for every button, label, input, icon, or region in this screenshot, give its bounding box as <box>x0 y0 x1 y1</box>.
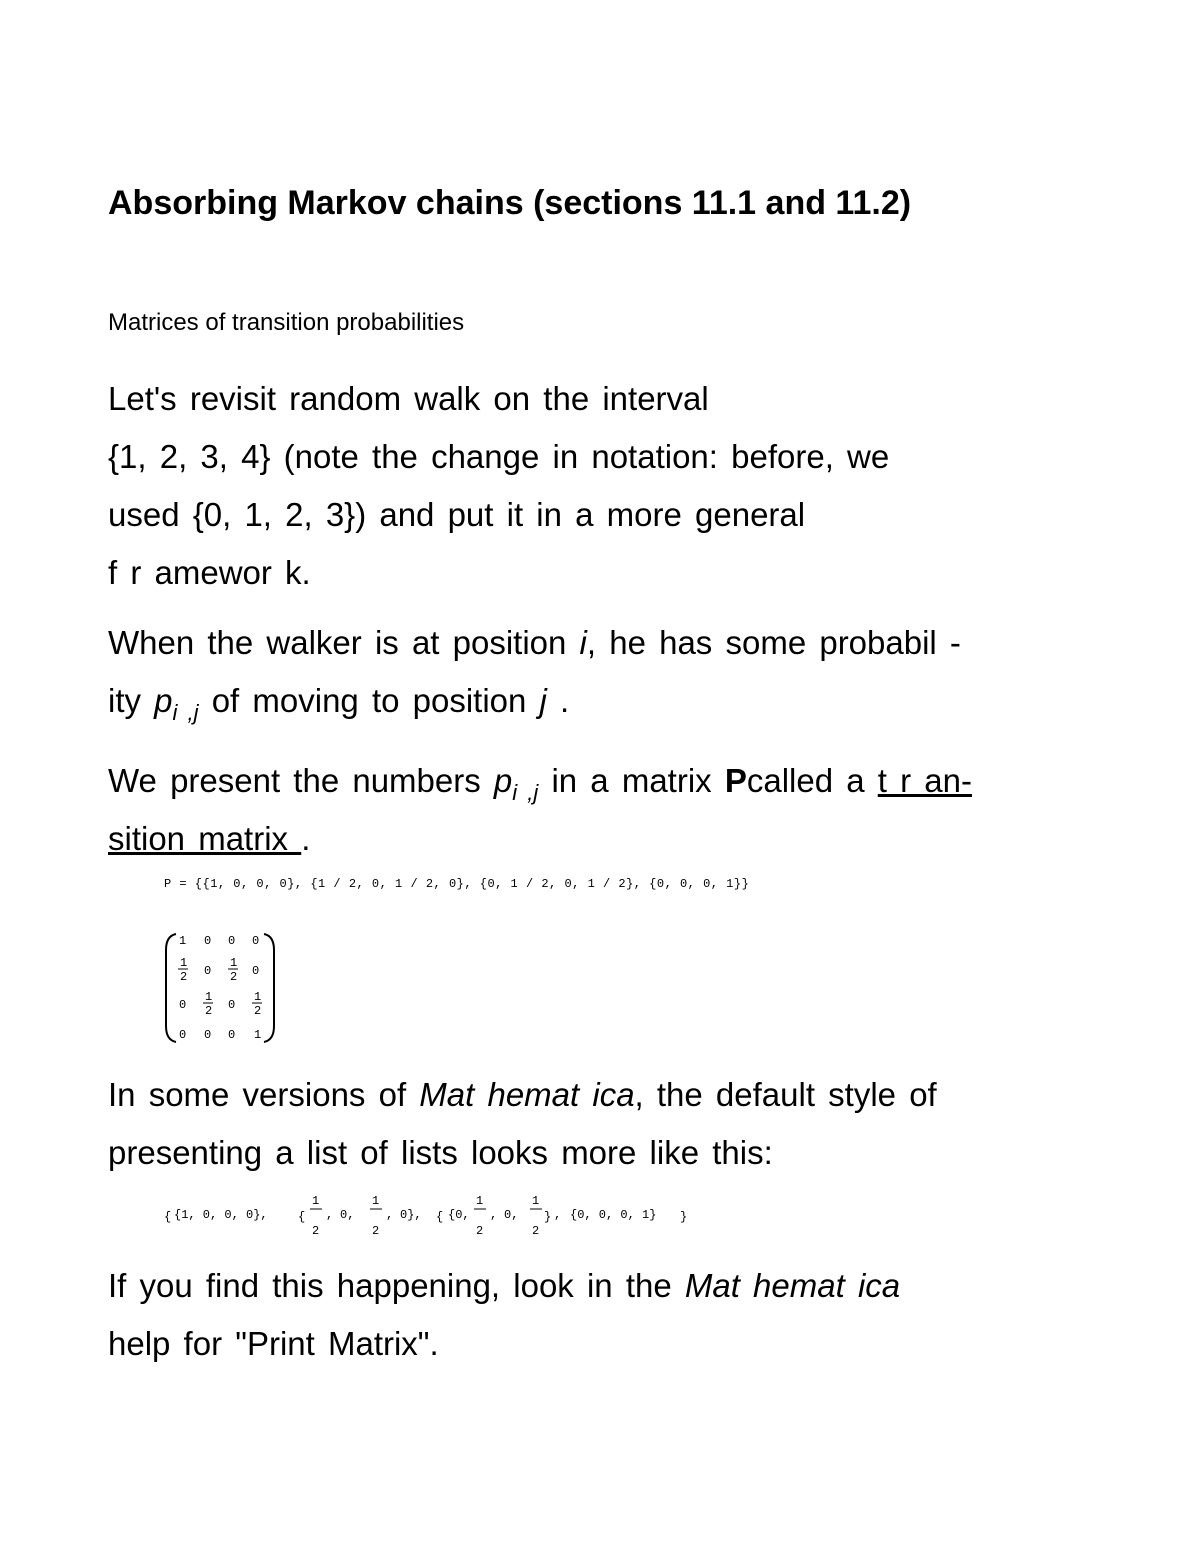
fraction-den: 2 <box>230 970 238 984</box>
fraction-num: 1 <box>312 1194 320 1208</box>
page-title: Absorbing Markov chains (sections 11.1 and 11.2) <box>108 184 912 222</box>
fraction-num: 1 <box>230 956 238 970</box>
brace: } <box>680 1210 688 1224</box>
comma: , <box>386 1208 394 1222</box>
cell: 0 <box>204 934 212 948</box>
transition-matrix <box>162 930 282 1053</box>
list-group: {0, 0, 0, 1} <box>570 1208 657 1222</box>
list-item: 0, <box>504 1208 519 1222</box>
cell: 0 <box>204 1028 212 1042</box>
text-run: If you find this happening, look in the <box>108 1267 685 1304</box>
help-line-2: help for "Print Matrix". <box>108 1325 439 1362</box>
text-run: When the walker is at position <box>108 624 580 661</box>
brace: { <box>164 1210 172 1224</box>
text-run: called a <box>746 762 878 799</box>
text-run: , he has some probabil - <box>586 624 961 661</box>
fraction-num: 1 <box>180 956 188 970</box>
paragraph-matrix-intro <box>108 752 1098 868</box>
intro-line-4: f r amewor k. <box>108 554 311 591</box>
text-run: We present the numbers <box>108 762 494 799</box>
list-item: 0, <box>340 1208 355 1222</box>
fraction-den: 2 <box>254 1004 262 1018</box>
text-run: In some versions of <box>108 1076 420 1113</box>
matrix-svg <box>162 930 282 1048</box>
cell: 1 <box>254 1028 262 1042</box>
help-line-1 <box>108 1257 1098 1315</box>
list-item: {0, <box>448 1208 470 1222</box>
text-run: . <box>546 682 570 719</box>
fraction-den: 2 <box>312 1224 320 1238</box>
left-bracket <box>166 934 176 1042</box>
right-bracket <box>264 934 274 1042</box>
intro-line-3: used {0, 1, 2, 3}) and put it in a more general <box>108 496 806 533</box>
cell: 0 <box>228 1028 236 1042</box>
math-p: p <box>493 762 513 799</box>
math-subscript: i ,j <box>172 700 199 725</box>
paragraph-mathematica <box>108 1066 1098 1182</box>
list-group: {1, 0, 0, 0}, <box>174 1208 268 1222</box>
fraction-den: 2 <box>476 1224 484 1238</box>
cell: 0 <box>252 934 260 948</box>
matrix-intro-line-2 <box>108 810 1098 868</box>
paragraph-help <box>108 1257 1098 1373</box>
text-run: ity <box>108 682 155 719</box>
fraction-den: 2 <box>532 1224 540 1238</box>
fraction-num: 1 <box>254 990 262 1004</box>
fraction-den: 2 <box>372 1224 380 1238</box>
matrix-intro-line-1 <box>108 752 1098 810</box>
mathematica-line-1 <box>108 1066 1098 1124</box>
math-j: j <box>539 682 547 719</box>
code-input-line: P = {{1, 0, 0, 0}, {1 / 2, 0, 1 / 2, 0}, {0, 1 / 2, 0, 1 / 2}, {0, 0, 0, 1}} <box>164 877 750 891</box>
list-item: 0}, <box>400 1208 422 1222</box>
list-svg <box>164 1190 704 1250</box>
matrix-symbol: P <box>724 762 747 799</box>
fraction-num: 1 <box>372 1194 380 1208</box>
fraction-num: 1 <box>205 990 213 1004</box>
mathematica-line-2: presenting a list of lists looks more like this: <box>108 1134 773 1171</box>
section-subtitle: Matrices of transition probabilities <box>108 309 465 336</box>
math-subscript: i ,j <box>512 780 539 805</box>
comma: , <box>554 1208 562 1222</box>
paragraph-walker <box>108 614 1098 730</box>
cell: 0 <box>179 998 187 1012</box>
software-name: Mat hemat ica <box>684 1267 901 1304</box>
fraction-num: 1 <box>532 1194 540 1208</box>
brace: { <box>436 1210 444 1224</box>
comma: , <box>490 1208 498 1222</box>
math-i: i <box>579 624 587 661</box>
cell: 1 <box>179 934 187 948</box>
cell: 0 <box>228 998 236 1012</box>
paragraph-intro <box>108 370 1098 602</box>
defined-term: t r an- <box>877 762 972 799</box>
defined-term: sition matrix <box>108 820 302 857</box>
list-of-lists-output <box>164 1190 704 1255</box>
fraction-num: 1 <box>476 1194 484 1208</box>
text-run: in a matrix <box>538 762 725 799</box>
text-run: . <box>301 820 311 857</box>
intro-line-2: {1, 2, 3, 4} (note the change in notation: before, we <box>108 438 890 475</box>
intro-line-1: Let's revisit random walk on the interval <box>108 380 709 417</box>
cell: 0 <box>228 934 236 948</box>
fraction-den: 2 <box>180 970 188 984</box>
math-p: p <box>154 682 173 719</box>
fraction-den: 2 <box>205 1004 213 1018</box>
walker-line-2 <box>108 672 1098 730</box>
cell: 0 <box>179 1028 187 1042</box>
software-name: Mat hemat ica <box>419 1076 635 1113</box>
walker-line-1 <box>108 614 1098 672</box>
brace: { <box>298 1210 306 1224</box>
cell: 0 <box>252 964 260 978</box>
cell: 0 <box>204 964 212 978</box>
text-run: of moving to position <box>198 682 540 719</box>
brace: } <box>544 1210 552 1224</box>
comma: , <box>326 1208 334 1222</box>
text-run: , the default style of <box>634 1076 937 1113</box>
